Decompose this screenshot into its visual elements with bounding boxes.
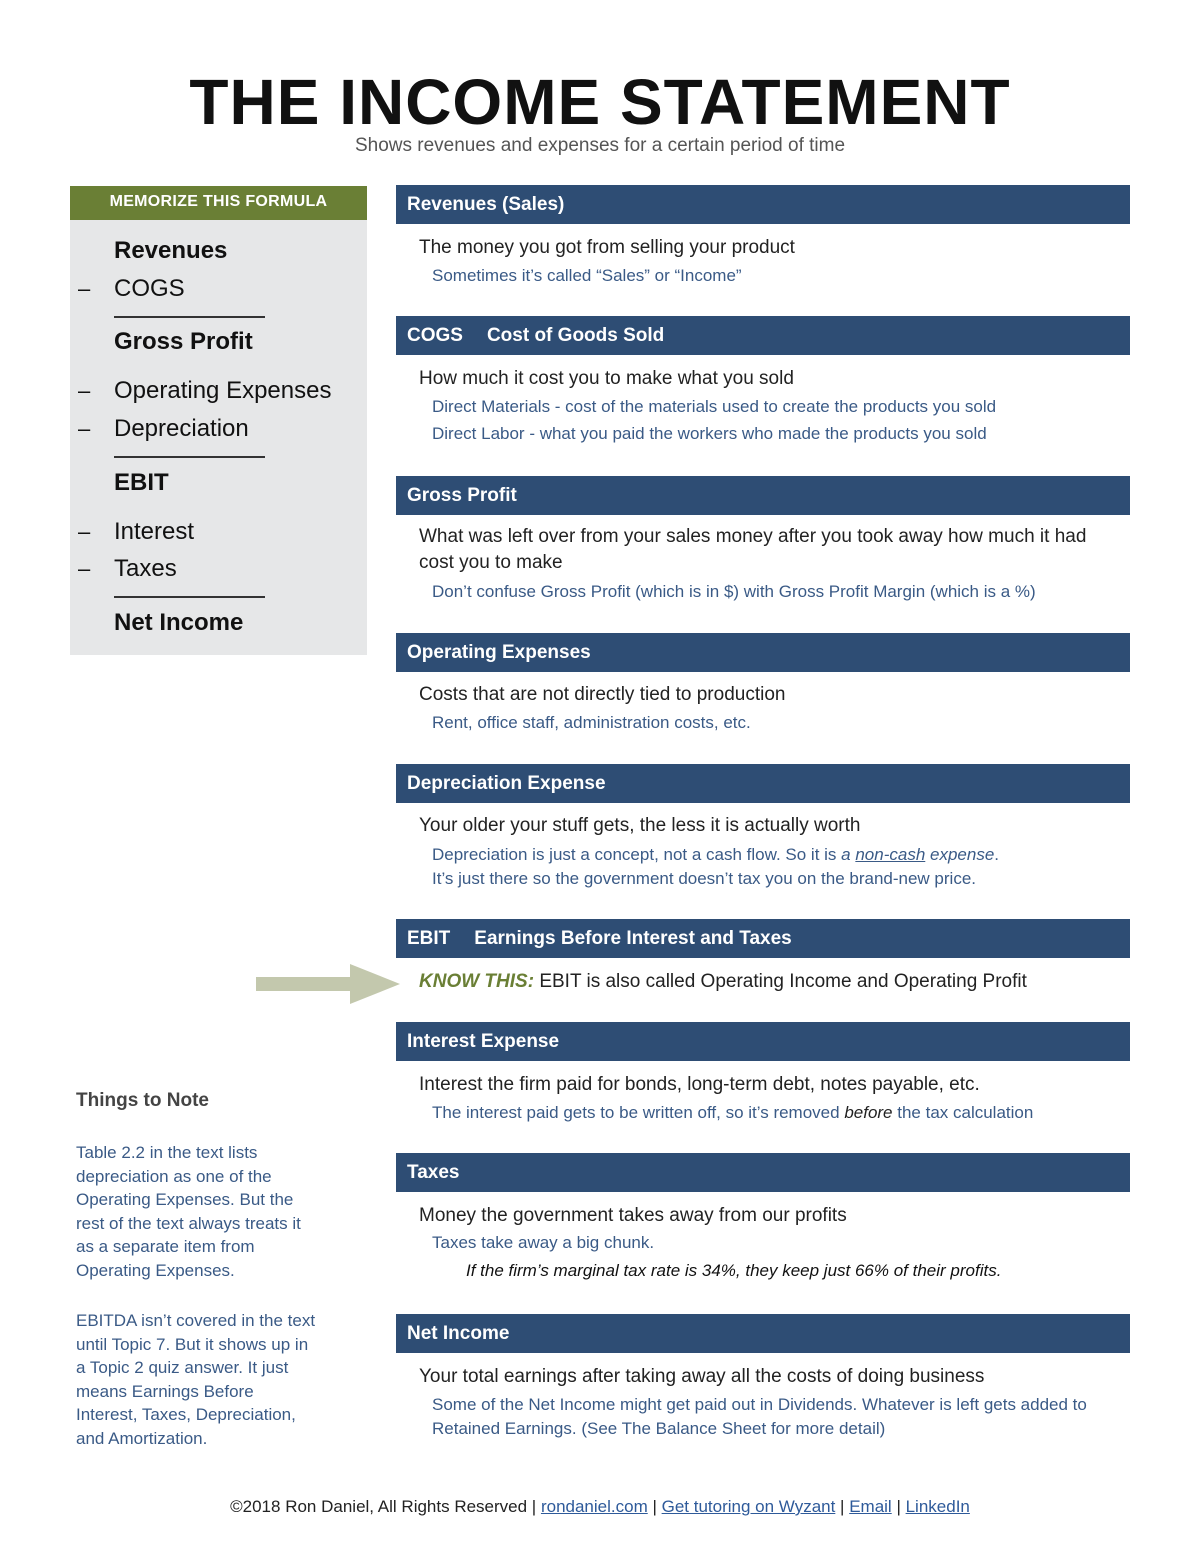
taxes-note: Taxes take away a big chunk. [432, 1233, 655, 1252]
depreciation-note-text: Depreciation is just a concept, not a cash flow. So it is [432, 845, 842, 864]
formula-taxes: Taxes [114, 555, 177, 582]
know-this-text: EBIT is also called Operating Income and Operating Profit [534, 971, 1027, 992]
footer-separator: | [891, 1497, 906, 1516]
email-link[interactable]: Email [849, 1497, 892, 1516]
interest-description: Interest the firm paid for bonds, long-term debt, notes payable, etc. [419, 1074, 980, 1095]
section-header-net-income: Net Income [396, 1314, 1130, 1353]
section-header-revenues: Revenues (Sales) [396, 185, 1130, 224]
section-header-cogs [396, 316, 1130, 355]
interest-note-text: The interest paid gets to be written off, so it’s removed [432, 1103, 845, 1122]
note-paragraph-2: EBITDA isn’t covered in the text until Topic 7. But it shows up in a Topic 2 quiz answer. It just means Earnings Before Interest, Taxes, Depreciation, and Amortization. [76, 1311, 316, 1448]
gross-profit-description: What was left over from your sales money after you took away how much it had cost you to make [419, 526, 1087, 573]
depreciation-note-a: a [841, 845, 856, 864]
formula-header: MEMORIZE THIS FORMULA [70, 186, 367, 220]
formula-net-income: Net Income [114, 609, 244, 636]
depreciation-note-period: . [994, 845, 1000, 864]
footer-separator: | [835, 1497, 850, 1516]
page-subtitle: Shows revenues and expenses for a certain period of time [354, 135, 846, 156]
depreciation-note-non-cash: non-cash [855, 845, 926, 864]
formula-operating-expenses: Operating Expenses [114, 377, 332, 404]
minus-sign: – [78, 378, 91, 403]
section-header-depreciation: Depreciation Expense [396, 764, 1130, 803]
formula-gross-profit: Gross Profit [114, 328, 253, 355]
linkedin-link[interactable]: LinkedIn [905, 1497, 970, 1516]
formula-divider [114, 316, 265, 318]
operating-expenses-description: Costs that are not directly tied to production [419, 684, 786, 705]
cogs-title: Cost of Goods Sold [486, 325, 665, 346]
section-header-taxes: Taxes [396, 1153, 1130, 1192]
wyzant-link[interactable]: Get tutoring on Wyzant [661, 1497, 836, 1516]
note-paragraph-1: Table 2.2 in the text lists depreciation as one of the Operating Expenses. But the rest of the text always treats it as a separate item from Operating Expenses. [76, 1143, 301, 1280]
depreciation-note-2: It’s just there so the government doesn’t tax you on the brand-new price. [432, 869, 976, 888]
formula-depreciation: Depreciation [114, 415, 249, 442]
cogs-description: How much it cost you to make what you sold [419, 368, 794, 389]
interest-note-tail: the tax calculation [892, 1103, 1034, 1122]
footer [0, 1495, 1200, 1519]
depreciation-description: Your older your stuff gets, the less it is actually worth [419, 815, 861, 836]
section-header-operating-expenses: Operating Expenses [396, 633, 1130, 672]
net-income-description: Your total earnings after taking away all the costs of doing business [419, 1366, 985, 1387]
page-title: THE INCOME STATEMENT [189, 66, 1011, 138]
section-header-ebit [396, 919, 1130, 958]
notes-title: Things to Note [76, 1090, 209, 1111]
cogs-note-materials: Direct Materials - cost of the materials used to create the products you sold [432, 397, 997, 416]
section-header-gross-profit: Gross Profit [396, 476, 1130, 515]
right-arrow-icon [254, 962, 404, 1006]
ebit-abbr: EBIT [407, 928, 451, 949]
operating-expenses-note: Rent, office staff, administration costs, etc. [432, 713, 751, 732]
interest-note [432, 1101, 1122, 1125]
footer-separator: | [647, 1497, 662, 1516]
minus-sign: – [78, 519, 91, 544]
ebit-know-this [419, 969, 1139, 995]
depreciation-note-expense: expense [925, 845, 995, 864]
cogs-abbr: COGS [407, 325, 463, 346]
copyright: ©2018 Ron Daniel, All Rights Reserved | [230, 1497, 541, 1516]
minus-sign: – [78, 416, 91, 441]
ebit-title: Earnings Before Interest and Taxes [474, 928, 792, 949]
formula-interest: Interest [114, 518, 195, 545]
gross-profit-note: Don’t confuse Gross Profit (which is in $) with Gross Profit Margin (which is a %) [432, 582, 1036, 601]
interest-note-before: before [844, 1103, 893, 1122]
formula-divider [114, 596, 265, 598]
formula-divider [114, 456, 265, 458]
minus-sign: – [78, 556, 91, 581]
taxes-example: If the firm’s marginal tax rate is 34%, they keep just 66% of their profits. [466, 1261, 1002, 1280]
net-income-note: Some of the Net Income might get paid out in Dividends. Whatever is left gets added to Retained Earnings. (See The Balance Sheet for more detail) [432, 1395, 1087, 1438]
revenues-description: The money you got from selling your product [419, 237, 795, 258]
know-this-label: KNOW THIS: [419, 971, 535, 992]
website-link[interactable]: rondaniel.com [540, 1497, 648, 1516]
formula-cogs: COGS [114, 275, 185, 302]
revenues-note: Sometimes it’s called “Sales” or “Income” [432, 266, 742, 285]
section-header-interest: Interest Expense [396, 1022, 1130, 1061]
depreciation-note-1 [432, 843, 1122, 867]
formula-revenues: Revenues [114, 237, 228, 264]
cogs-note-labor: Direct Labor - what you paid the workers who made the products you sold [432, 424, 987, 443]
taxes-description: Money the government takes away from our profits [419, 1205, 847, 1226]
minus-sign: – [78, 276, 91, 301]
formula-ebit: EBIT [114, 469, 169, 496]
